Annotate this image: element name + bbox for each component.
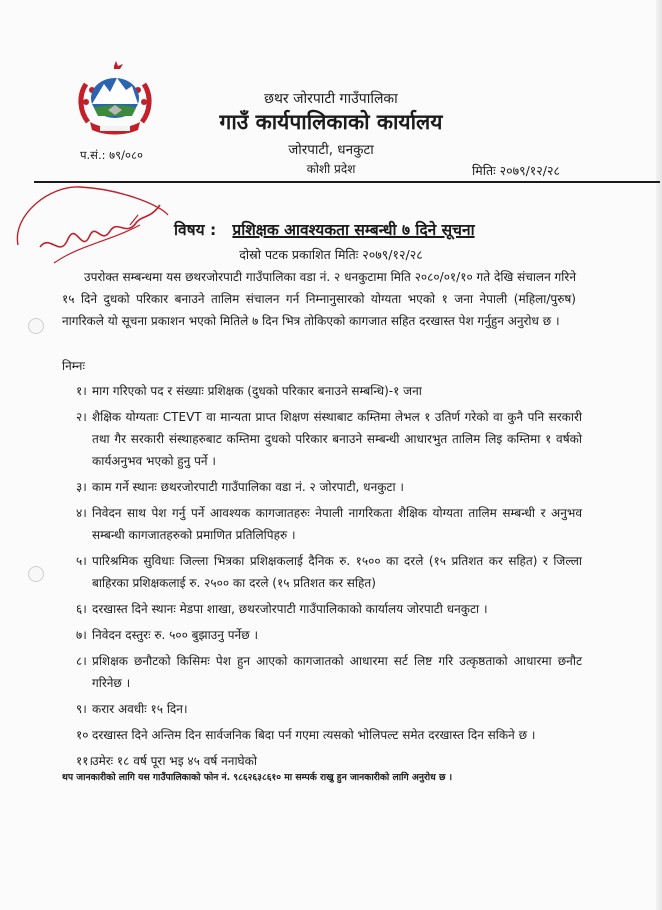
province-name: कोशी प्रदेश bbox=[306, 162, 356, 176]
item-text: दरखास्त दिने स्थानः मेडपा शाखा, छथरजोरपाटी गाउँपालिकाको कार्यालय जोरपाटी धनकुटा । bbox=[92, 602, 488, 616]
office-title: गाउँ कार्यपालिकाको कार्यालय bbox=[219, 110, 443, 134]
item-number: १। bbox=[76, 384, 87, 398]
item-number: ६। bbox=[76, 602, 87, 616]
item-number: ५। bbox=[76, 554, 87, 568]
item-text: काम गर्ने स्थानः छथरजोरपाटी गाउँपालिका वडा नं. २ जोरपाटी, धनकुटा । bbox=[92, 480, 404, 494]
punch-hole-icon bbox=[28, 566, 44, 582]
municipality-name: छथर जोरपाटी गाउँपालिका bbox=[264, 91, 398, 107]
item-number: २। bbox=[76, 410, 87, 424]
item-number: १० bbox=[76, 728, 89, 742]
subject-label: विषय : bbox=[174, 221, 217, 239]
letter-date: मितिः २०७९/१२/२८ bbox=[472, 163, 560, 178]
list-item bbox=[62, 502, 582, 546]
list-item bbox=[62, 550, 582, 594]
list-item bbox=[62, 624, 582, 646]
item-number: ३। bbox=[76, 480, 87, 494]
scan-edge bbox=[656, 0, 662, 910]
contact-footer: थप जानकारीको लागि यस गाउँपालिकाको फोन नं. ९८६२६३८६१० मा सम्पर्क राखु हुन जानकारीको लागि अनुरोध छ । bbox=[62, 772, 453, 783]
list-item bbox=[62, 698, 582, 720]
item-number: ९। bbox=[76, 702, 87, 716]
item-text: करार अवधीः १५ दिन। bbox=[92, 702, 188, 716]
item-text: प्रशिक्षक छनौटको किसिमः पेश हुन आएको कागजातको आधारमा सर्ट लिष्ट गरि उत्कृष्ठताको आधारमा छनौट गरिनेछ । bbox=[92, 654, 582, 690]
item-text: निवेदन साथ पेश गर्नु पर्ने आवश्यक कागजातहरुः नेपाली नागरिकता शैक्षिक योग्यता तालिम सम्बन्धी र अनुभव सम्बन्धी कागजातहरुको प्रमाणित प्रतिलिपिहरु । bbox=[92, 506, 582, 542]
reference-number: प.सं.: ७९/०८० bbox=[80, 148, 143, 162]
item-text: उमेरः १८ वर्ष पूरा भइ ४५ वर्ष ननाघेको bbox=[92, 754, 257, 768]
list-item bbox=[62, 650, 582, 694]
intro-paragraph: उपरोक्त सम्बन्धमा यस छथरजोरपाटी गाउँपालिका वडा नं. २ धनकुटामा मिति २०८०/०१/१० गते देखि संचालन गरिने १५ दिने दुधको परिकार बनाउने तालिम संचालन गर्न निम्नानुसारको योग्यता भएको १ जना नेपाली (महिला/पुरुष) नागरिकले यो सूचना प्रकाशन भएको मितिले ७ दिन भित्र तोकिएको कागजात सहित दरखास्त पेश गर्नुहुन अनुरोध छ । bbox=[62, 270, 576, 328]
item-number: ११। bbox=[76, 754, 94, 768]
list-lead: निम्नः bbox=[62, 359, 85, 373]
item-text: शैक्षिक योग्यताः CTEVT वा मान्यता प्राप्त शिक्षण संस्थाबाट कम्तिमा लेभल १ उतिर्ण गरेको वा कुनै पनि सरकारी तथा गैर सरकारी संस्थाहरुबाट कम्तिमा दुधको परिकार बनाउने सम्बन्धी आधारभुत तालिम लिइ कम्तिमा १ वर्षको कार्यअनुभव भएको हुनु पर्ने । bbox=[92, 410, 582, 468]
reprint-date: दोस्रो पटक प्रकाशित मितिः २०७९/१२/२८ bbox=[239, 247, 423, 262]
list-item bbox=[62, 406, 582, 472]
item-number: ७। bbox=[76, 628, 87, 642]
office-address: जोरपाटी, धनकुटा bbox=[288, 142, 374, 158]
notice-subject bbox=[174, 218, 475, 240]
punch-hole-icon bbox=[28, 318, 44, 334]
requirements-list bbox=[62, 380, 582, 776]
list-item bbox=[62, 476, 582, 498]
item-text: पारिश्रमिक सुविधाः जिल्ला भित्रका प्रशिक्षकलाई दैनिक रु. १५०० का दरले (१५ प्रतिशत कर सहित) र जिल्ला बाहिरका प्रशिक्षकलाई रु. २५०० का दरले (१५ प्रतिशत कर सहित) bbox=[92, 554, 582, 590]
list-item bbox=[62, 724, 582, 746]
list-item bbox=[62, 380, 582, 402]
list-item bbox=[62, 750, 582, 772]
subject-title: प्रशिक्षक आवश्यकता सम्बन्धी ७ दिने सूचना bbox=[232, 221, 475, 239]
item-text: दरखास्त दिने अन्तिम दिन सार्वजनिक बिदा पर्न गएमा त्यसको भोलिपल्ट समेत दरखास्त दिन सकिने छ । bbox=[92, 728, 536, 742]
item-number: ८। bbox=[76, 654, 87, 668]
item-text: निवेदन दस्तुरः रु. ५०० बुझाउनु पर्नेछ । bbox=[92, 628, 258, 642]
item-text: माग गरिएको पद र संख्याः प्रशिक्षक (दुधको परिकार बनाउने सम्बन्धि)-१ जना bbox=[92, 384, 422, 398]
list-item bbox=[62, 598, 582, 620]
item-number: ४। bbox=[76, 506, 87, 520]
